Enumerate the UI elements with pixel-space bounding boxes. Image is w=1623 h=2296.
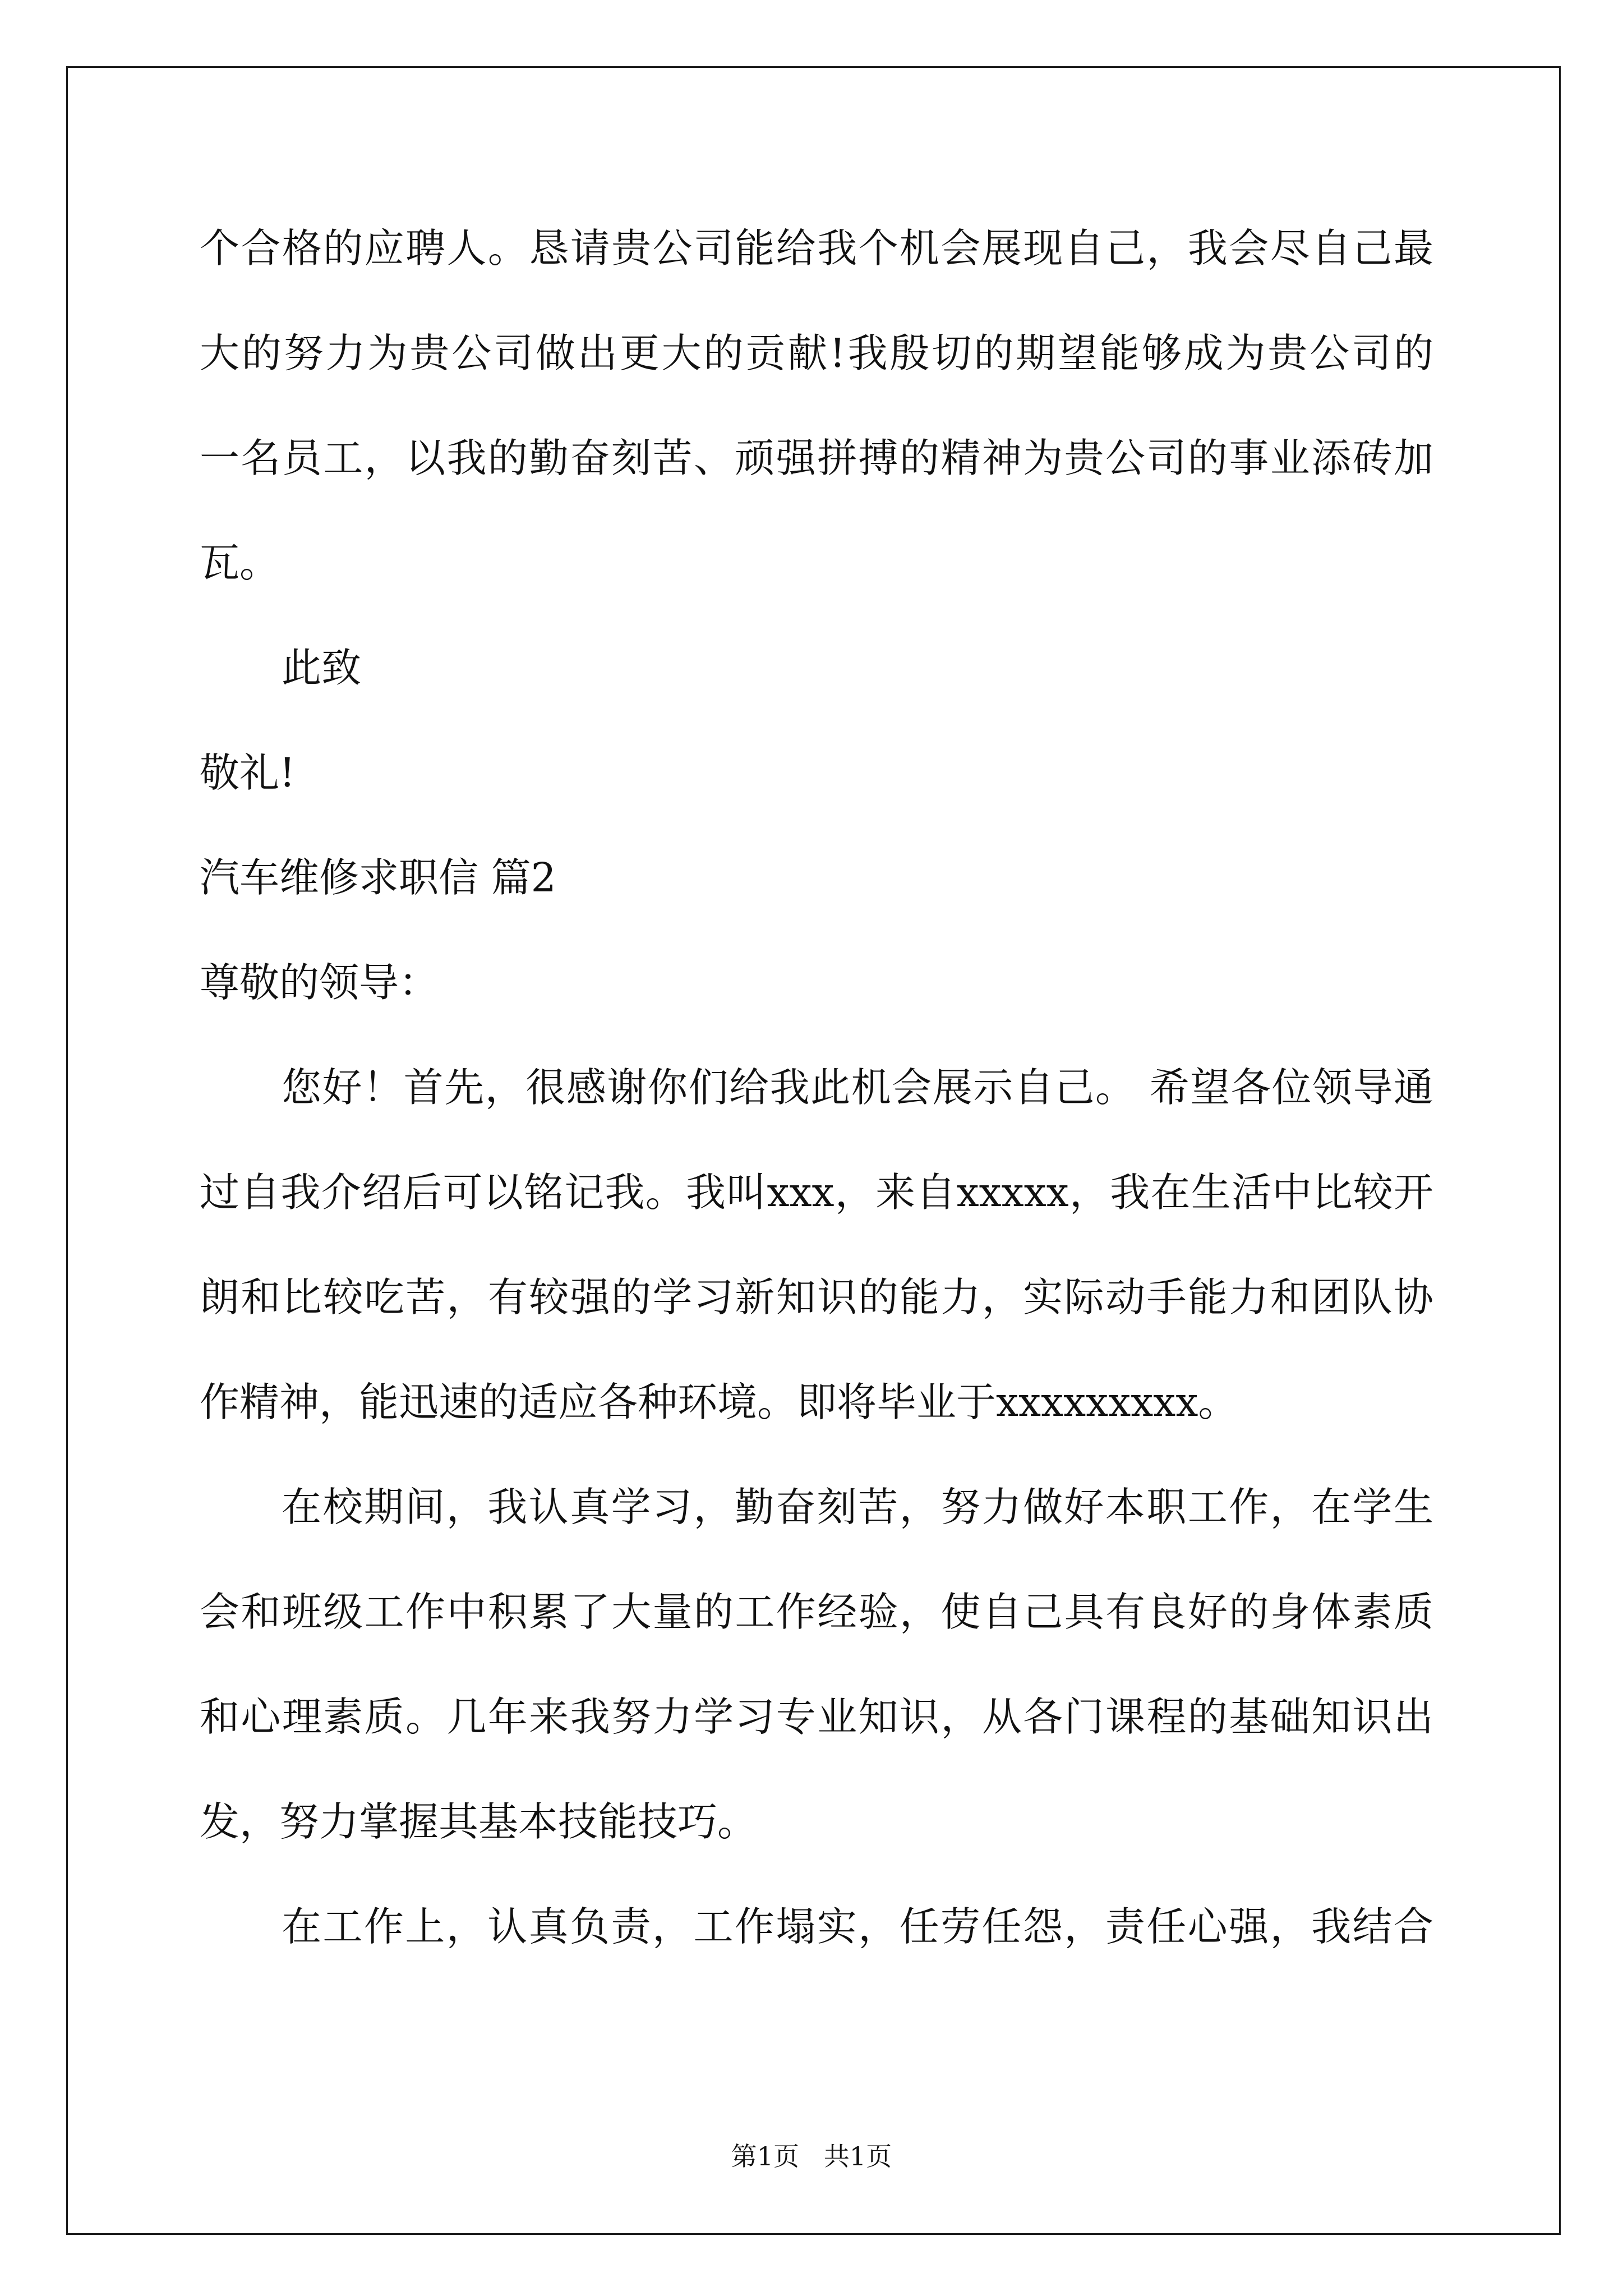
text-line: 一名员工，以我的勤奋刻苦、顽强拼搏的精神为贵公司的事业添砖加 [200,435,1433,481]
text-line: 发，努力掌握其基本技能技巧。 [200,1798,758,1845]
text-line: 个合格的应聘人。恳请贵公司能给我个机会展现自己，我会尽自己最 [200,225,1433,272]
text-line: 在工作上，认真负责，工作塌实，任劳任怨，责任心强，我结合 [282,1903,1433,1950]
text-line: 作精神，能迅速的适应各种环境。即将毕业于xxxxxxxxx。 [200,1379,1238,1425]
text-line: 会和班级工作中积累了大量的工作经验，使自己具有良好的身体素质 [200,1589,1433,1635]
page-number-footer: 第1页 共1页 [731,2141,892,2171]
greeting: 尊敬的领导： [200,959,439,1006]
closing-regards: 敬礼! [200,749,296,796]
text-line: 瓦。 [200,540,280,586]
closing-salutation: 此致 [282,645,362,691]
section-heading: 汽车维修求职信 篇2 [200,854,556,901]
text-line: 过自我介绍后可以铭记我。我叫xxx，来自xxxxx，我在生活中比较开 [200,1169,1433,1216]
text-line: 朗和比较吃苦，有较强的学习新知识的能力，实际动手能力和团队协 [200,1274,1433,1320]
text-line: 在校期间，我认真学习，勤奋刻苦，努力做好本职工作，在学生 [282,1484,1433,1530]
text-line: 您好！首先，很感谢你们给我此机会展示自己。 希望各位领导通 [282,1064,1433,1111]
document-body [200,218,1433,2001]
text-line: 大的努力为贵公司做出更大的贡献!我殷切的期望能够成为贵公司的 [200,330,1433,376]
text-line: 和心理素质。几年来我努力学习专业知识，从各门课程的基础知识出 [200,1694,1433,1740]
